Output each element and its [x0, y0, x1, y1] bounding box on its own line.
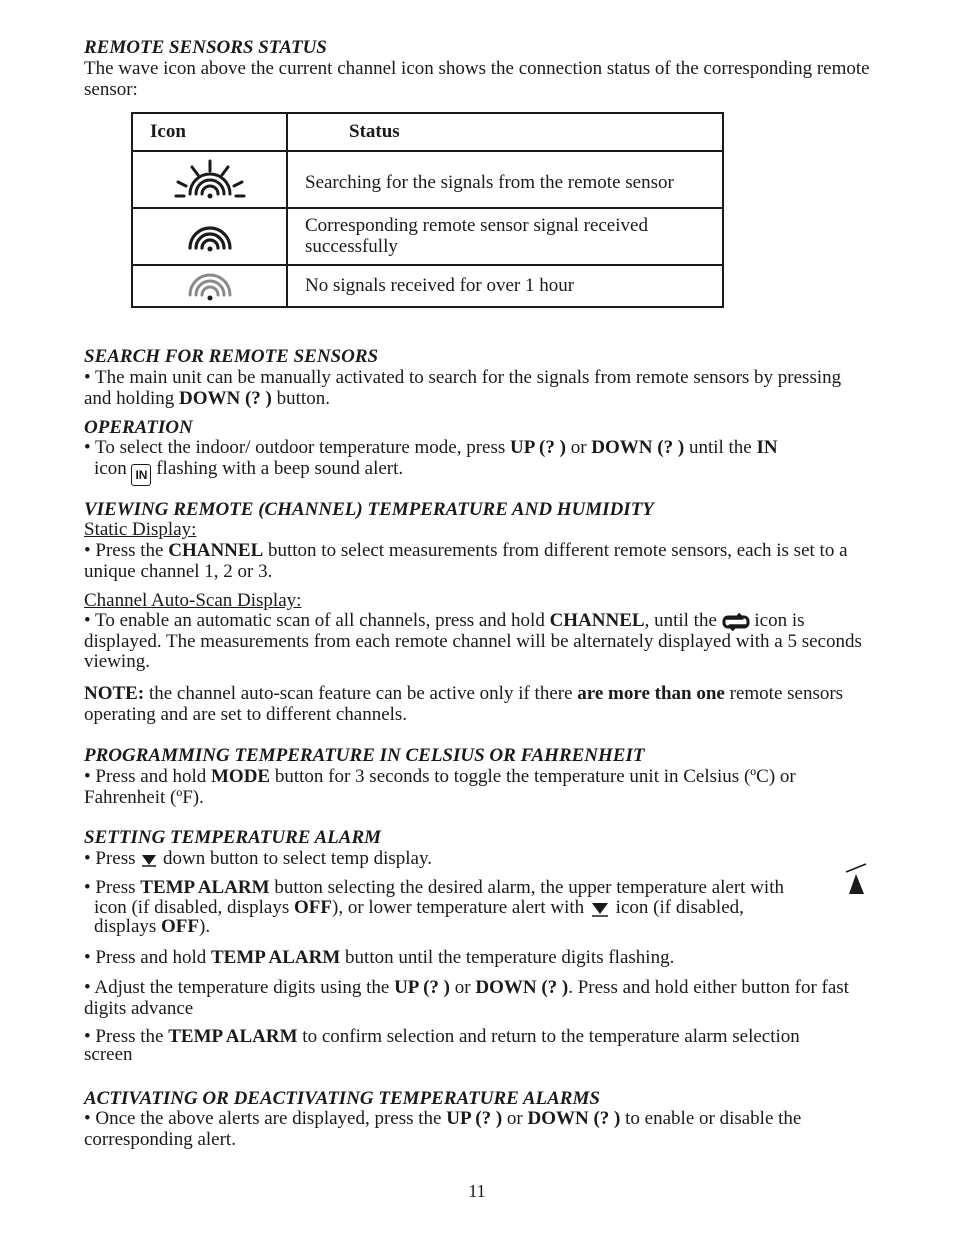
status-no-signal: No signals received for over 1 hour — [287, 265, 723, 307]
alarm-bullet-4: • Adjust the temperature digits using the UP (? ) or DOWN (? ). Press and hold either button for fast digits advance — [84, 977, 849, 1019]
table-row — [132, 208, 723, 265]
wave-no-signal-icon — [185, 271, 235, 301]
section-heading-viewing-remote: VIEWING REMOTE (CHANNEL) TEMPERATURE AND HUMIDITY — [84, 499, 654, 520]
section-heading-setting-alarm: SETTING TEMPERATURE ALARM — [84, 827, 382, 848]
alarm-bullet-3: • Press and hold TEMP ALARM button until the temperature digits flashing. — [84, 947, 675, 968]
table-row — [132, 265, 723, 307]
activating-bullet: • Once the above alerts are displayed, press the UP (? ) or DOWN (? ) to enable or disable the corresponding alert. — [84, 1108, 802, 1150]
in-icon: IN — [131, 464, 151, 486]
section-heading-search-remote-sensors: SEARCH FOR REMOTE SENSORS — [84, 346, 379, 367]
note-paragraph: NOTE: the channel auto-scan feature can be active only if there are more than one remote sensors operating and are set to different channels. — [84, 683, 844, 725]
section-heading-activating-alarms: ACTIVATING OR DEACTIVATING TEMPERATURE ALARMS — [84, 1088, 600, 1109]
section-heading-operation: OPERATION — [84, 417, 193, 438]
icon-cell — [132, 151, 287, 208]
static-display-label: Static Display: — [84, 519, 197, 540]
section-heading-remote-sensors-status: REMOTE SENSORS STATUS — [84, 37, 327, 58]
alarm-bullet-2-line2: icon (if disabled, displays OFF), or lower temperature alert with icon (if disabled, — [94, 897, 744, 918]
table-header-row — [132, 113, 723, 151]
auto-scan-icon — [722, 613, 750, 631]
upper-alert-icon — [845, 862, 867, 896]
icon-cell — [132, 265, 287, 307]
celsius-bullet: • Press and hold MODE button for 3 seconds to toggle the temperature unit in Celsius (ºC) or Fahrenheit (ºF). — [84, 766, 796, 808]
icon-cell — [132, 208, 287, 265]
alarm-bullet-2-line1: • Press TEMP ALARM button selecting the desired alarm, the upper temperature alert with — [84, 877, 784, 898]
auto-scan-label: Channel Auto-Scan Display: — [84, 590, 302, 611]
search-bullet: • The main unit can be manually activated to search for the signals from remote sensors by pressing and holding DOWN (? ) button. — [84, 367, 842, 409]
header-icon: Icon — [132, 113, 287, 151]
remote-sensors-intro: The wave icon above the current channel icon shows the connection status of the corresponding remote sensor: — [84, 58, 870, 100]
header-status: Status — [287, 113, 723, 151]
alarm-bullet-5: • Press the TEMP ALARM to confirm selection and return to the temperature alarm selection screen — [84, 1026, 800, 1065]
status-table — [131, 112, 724, 308]
wave-searching-icon — [172, 158, 248, 202]
table-row — [132, 151, 723, 208]
static-display-bullet: • Press the CHANNEL button to select measurements from different remote sensors, each is set to a unique channel 1, 2 or 3. — [84, 540, 848, 582]
status-searching: Searching for the signals from the remote sensor — [287, 151, 723, 208]
down-arrow-icon — [140, 853, 158, 867]
operation-bullet-line1: • To select the indoor/ outdoor temperature mode, press UP (? ) or DOWN (? ) until the IN — [84, 437, 778, 458]
alarm-bullet-1: • Press down button to select temp display. — [84, 848, 432, 869]
operation-bullet-line2: icon IN flashing with a beep sound alert. — [94, 459, 894, 486]
wave-received-icon — [185, 222, 235, 252]
section-heading-celsius-fahrenheit: PROGRAMMING TEMPERATURE IN CELSIUS OR FAHRENHEIT — [84, 745, 645, 766]
auto-scan-bullet: • To enable an automatic scan of all channels, press and hold CHANNEL, until the icon is displayed. The measurements from each remote channel will be alternately displayed with a 5 seconds viewing. — [84, 610, 862, 672]
lower-alert-icon — [589, 901, 611, 917]
page-number: 11 — [468, 1181, 486, 1201]
alarm-bullet-2-line3: displays OFF). — [94, 916, 211, 937]
status-received: Corresponding remote sensor signal received successfully — [287, 208, 723, 265]
